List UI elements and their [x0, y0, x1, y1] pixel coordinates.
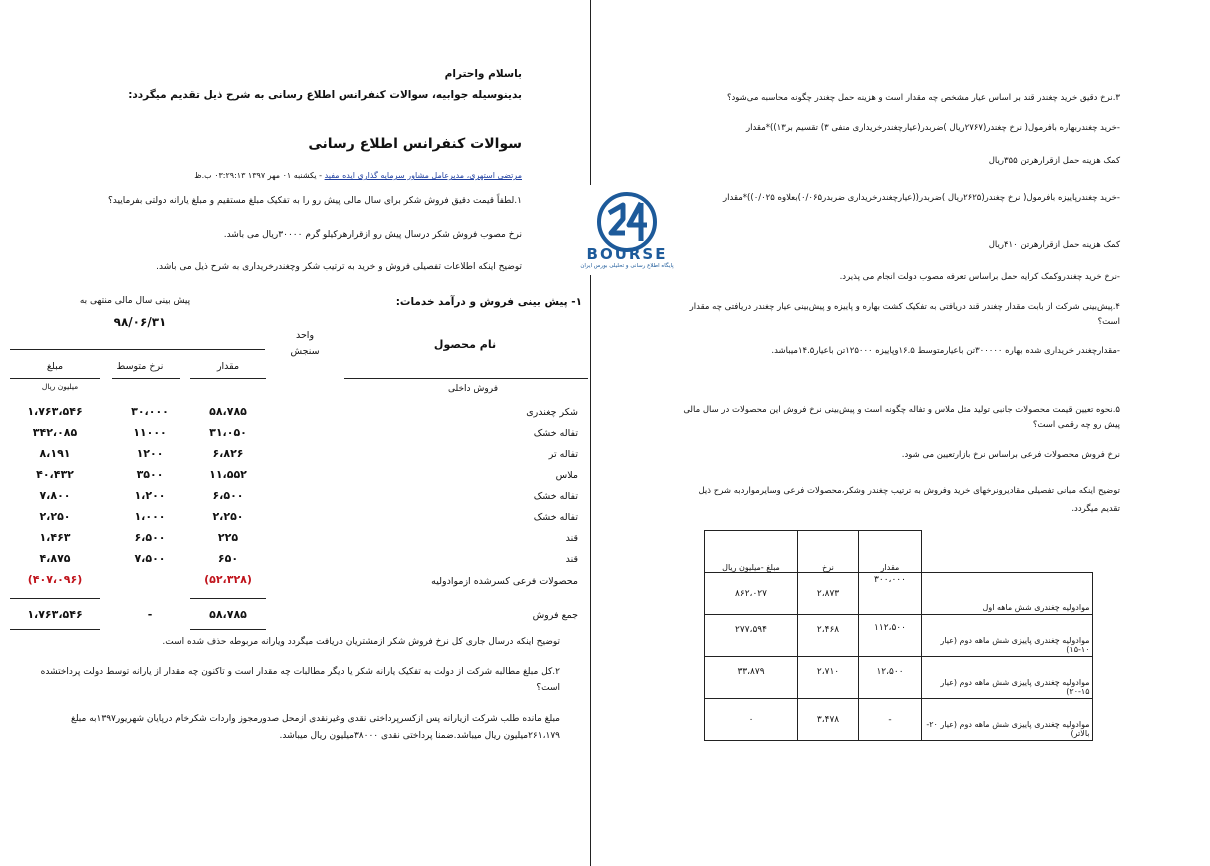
table-row-byproduct — [10, 573, 590, 597]
col-rate-header: نرخ متوسط — [116, 361, 164, 372]
row-rate: ۱،۲۰۰ — [134, 489, 166, 502]
table-row — [705, 657, 1093, 699]
row-rate: ۱۱۰۰۰ — [133, 426, 167, 439]
answer-1-note: توضیح اینکه اطلاعات تفصیلی فروش و خرید به ترتیب شکر وچغندرخریداری به شرح ذیل می باشد. — [156, 262, 522, 272]
answer-3-line-2: کمک هزینه حمل ازقرارهرتن ۳۵۵ریال — [988, 156, 1120, 166]
table-header-row — [705, 531, 1093, 573]
row-product-name: تفاله خشک — [533, 512, 578, 523]
row-amount: ۸،۱۹۱ — [39, 447, 71, 460]
tbl-amount: ۲۷۷،۵۹۴ — [705, 615, 798, 657]
row-amount: ۴،۸۷۵ — [39, 552, 71, 565]
row-rate: ۱،۰۰۰ — [134, 510, 166, 523]
row-rate: ۶،۵۰۰ — [134, 531, 166, 544]
row-rate: ۱۲۰۰ — [136, 447, 164, 460]
header-line-amount — [10, 378, 100, 379]
row-amount: ۱،۷۶۳،۵۴۶ — [27, 405, 83, 418]
row-qty: ۶،۸۲۶ — [212, 447, 244, 460]
table-row — [10, 468, 590, 489]
total-underline-qty — [190, 629, 266, 630]
logo-wordmark: BOURSE — [586, 245, 668, 263]
total-underline-amount — [10, 629, 100, 630]
answer-2: مبلغ مانده طلب شرکت ازیارانه پس ازکسرپرداختی نقدی وغیرنقدی ازمحل صدورمجوز واردات شکرخام درپایان شهریور۱۳۹۷به مبلغ ۲۶۱،۱۷۹میلیون ریال میباشد.ضمنا پرداختی نقدی ۳۸۰۰۰میلیون ریال میباشد. — [71, 714, 560, 741]
table-row — [10, 426, 590, 447]
answer-3-line-4: کمک هزینه حمل ازقرارهرتن ۴۱۰ریال — [988, 240, 1120, 250]
tbl-qty: - — [859, 699, 922, 741]
tbl-label: موادولیه چغندری پاییزی شش ماهه دوم (عیار ۲۰- بالاتر) — [922, 699, 1093, 741]
note-1: توضیح اینکه درسال جاری کل نرخ فروش شکر ازمشتریان دریافت میگردد ویارانه مربوطه حذف شده است. — [162, 637, 560, 647]
question-5: ۵.نحوه تعیین قیمت محصولات جانبی تولید مثل ملاس و تفاله چگونه است و پیش‌بینی نرخ فروش این محصولات در سال مالی پیش رو چه رقمی است؟ — [683, 405, 1120, 430]
answer-3-line-3: -خرید چغندرپاییزه بافرمول( نرخ چغندر(۲۶۲۵ریال )ضربدر((عیارچغندرخریداری ضربدر۰/۰۶۵)بعلاوه ۰/۰۲۵))*مقدار — [723, 193, 1120, 203]
answer-3-line-5: -نرخ خرید چغندروکمک کرایه حمل براساس تعرفه مصوب دولت انجام می پذیرد. — [839, 272, 1120, 282]
greeting: باسلام واحترام — [444, 68, 522, 80]
table-row — [10, 489, 590, 510]
table-row — [705, 573, 1093, 615]
answer-5-note: توضیح اینکه مبانی تفصیلی مقادیرونرخهای خرید وفروش به ترتیب چغندر وشکر،محصولات فرعی وسایرمواردبه شرح ذیل تقدیم میگردد. — [698, 486, 1120, 514]
total-label: جمع فروش — [532, 610, 578, 621]
tbl-rate: ۳،۴۷۸ — [798, 699, 859, 741]
page-title: سوالات کنفرانس اطلاع رسانی — [308, 136, 522, 152]
table-row — [10, 510, 590, 531]
tbl-qty: ۱۱۲،۵۰۰ — [859, 615, 922, 657]
row-amount: (۴۰۷،۰۹۶) — [27, 573, 83, 586]
col-qty-header: مقدار — [216, 361, 240, 372]
tbl-rate: ۲،۷۱۰ — [798, 657, 859, 699]
header-line-qty — [190, 378, 266, 379]
row-product-name: قند — [565, 554, 578, 565]
row-amount: ۳۴۲،۰۸۵ — [32, 426, 78, 439]
row-qty: ۲،۲۵۰ — [212, 510, 244, 523]
question-1: ۱.لطفاً قیمت دقیق فروش شکر برای سال مالی پیش رو را به تفکیک مبلغ مستقیم و مبلغ یارانه دولتی بفرمایید؟ — [108, 196, 522, 206]
header-line-rate — [112, 378, 180, 379]
row-product-name: تفاله خشک — [533, 491, 578, 502]
row-product-name: محصولات فرعی کسرشده ازموادولیه — [431, 576, 578, 587]
page-divider — [590, 0, 591, 866]
tbl-header-qty: مقدار — [859, 531, 922, 573]
intro-text: بدینوسیله جوابیه، سوالات کنفرانس اطلاع رسانی به شرح ذیل تقدیم میگردد: — [128, 89, 522, 101]
tbl-label: موادولیه چغندری پاییزی شش ماهه دوم (عیار ۱۰-۱۵) — [922, 615, 1093, 657]
tbl-label: موادولیه چغندری پاییزی شش ماهه دوم (عیار ۱۵-۲۰) — [922, 657, 1093, 699]
row-qty: ۶،۵۰۰ — [212, 489, 244, 502]
header-line-product — [344, 378, 588, 379]
row-rate: ۷،۵۰۰ — [134, 552, 166, 565]
tbl-amount: ۸۶۲،۰۲۷ — [705, 573, 798, 615]
author-link[interactable]: مرتضی استهری، مدیرعامل مشاور سرمایه گذاری ایده مفید — [324, 171, 522, 180]
row-product-name: تفاله تر — [548, 449, 578, 460]
table-row — [10, 447, 590, 468]
tbl-rate: ۲،۸۷۳ — [798, 573, 859, 615]
logo-caption: پایگاه اطلاع رسانی و تحلیلی بورس ایران — [580, 263, 674, 269]
amount-unit: میلیون ریال — [41, 382, 79, 391]
tbl-amount: ۰ — [705, 699, 798, 741]
forecast-label: پیش بینی سال مالی منتهی به — [79, 296, 191, 306]
question-2: ۲.کل مبلغ مطالبه شرکت از دولت به تفکیک یارانه شکر یا دیگر مطالبات چه مقدار است و تاکنون چه مقدار از یارانه توسط دولت پرداختشده است؟ — [40, 667, 560, 693]
tbl-amount: ۳۳،۸۷۹ — [705, 657, 798, 699]
answer-4: -مقدارچغندر خریداری شده بهاره ۳۰۰۰۰۰تن باعیارمتوسط ۱۶.۵وپاییزه ۱۲۵۰۰۰تن باعیار۱۴.۵میباشد. — [771, 346, 1120, 356]
bourse-logo — [575, 185, 680, 275]
row-amount: ۴۰،۴۳۲ — [36, 468, 74, 481]
total-row — [10, 608, 590, 628]
tbl-label: موادولیه چغندری شش ماهه اول — [922, 573, 1093, 615]
row-qty: (۵۲،۳۲۸) — [204, 573, 252, 586]
col-amount-header: مبلغ — [46, 361, 64, 372]
forecast-date: ۹۸/۰۶/۳۱ — [113, 315, 167, 329]
row-qty: ۶۵۰ — [217, 552, 239, 565]
table-row — [10, 405, 590, 426]
row-qty: ۲۲۵ — [217, 531, 239, 544]
sales-table — [10, 405, 590, 597]
col-product-header: نام محصول — [433, 338, 497, 351]
question-4: ۴.پیش‌بینی شرکت از بابت مقدار چغندر قند دریافتی به تفکیک کشت بهاره و پاییزه و پیش‌بینی عیار چغندر دریافتی چه مقدار است؟ — [689, 302, 1120, 327]
question-3: ۳.نرخ دقیق خرید چغندر قند بر اساس عیار مشخص چه مقدار است و هزینه حمل چغندر چگونه محاسبه می‌شود؟ — [726, 93, 1120, 103]
tbl-qty: ۱۲،۵۰۰ — [859, 657, 922, 699]
row-qty: ۵۸،۷۸۵ — [209, 405, 247, 418]
row-product-name: ملاس — [555, 470, 578, 481]
col-unit-header: واحد سنجش — [290, 330, 320, 357]
table-row — [10, 552, 590, 573]
answer-3-line-1: -خرید چغندربهاره بافرمول( نرخ چغندر(۲۷۶۷ریال )ضربدر(عیارچغندرخریداری منفی ۳) تقسیم بر۱۳))*مقدار — [746, 123, 1120, 133]
answer-1: نرخ مصوب فروش شکر درسال پیش رو ازقرارهرکیلو گرم ۳۰۰۰۰ریال می باشد. — [223, 230, 522, 240]
tbl-header-rate: نرخ — [798, 531, 859, 573]
header-line-top — [10, 349, 265, 350]
domestic-sales-label: فروش داخلی — [447, 384, 498, 394]
table-row — [705, 699, 1093, 741]
byline-date: - یکشنبه ۰۱ مهر ۱۳۹۷ ۰۳:۲۹:۱۳ ب.ظ — [194, 171, 325, 180]
row-amount: ۲،۲۵۰ — [39, 510, 71, 523]
row-amount: ۱،۴۶۳ — [39, 531, 71, 544]
purchase-table — [704, 530, 1093, 741]
row-qty: ۳۱،۰۵۰ — [209, 426, 247, 439]
tbl-qty: ۳۰۰،۰۰۰ — [859, 573, 922, 615]
table-row — [705, 615, 1093, 657]
answer-5: نرخ فروش محصولات فرعی براساس نرخ بازارتعیین می شود. — [901, 450, 1120, 460]
row-rate: ۳۵۰۰ — [136, 468, 164, 481]
total-line-qty — [190, 598, 266, 599]
section-title: ۱- پیش بینی فروش و درآمد خدمات: — [395, 296, 582, 308]
row-product-name: قند — [565, 533, 578, 544]
byline — [2, 171, 522, 180]
total-line-amount — [10, 598, 100, 599]
row-product-name: تفاله خشک — [533, 428, 578, 439]
row-product-name: شکر چغندری — [526, 407, 578, 418]
row-rate: ۳۰،۰۰۰ — [131, 405, 169, 418]
total-amount: ۱،۷۶۳،۵۴۶ — [27, 608, 83, 621]
tbl-header-amount: مبلغ -میلیون ریال — [705, 531, 798, 573]
row-amount: ۷،۸۰۰ — [39, 489, 71, 502]
tbl-rate: ۲،۴۶۸ — [798, 615, 859, 657]
total-qty: ۵۸،۷۸۵ — [209, 608, 247, 621]
total-rate: - — [147, 608, 153, 621]
tbl-header-label — [922, 531, 1093, 573]
row-qty: ۱۱،۵۵۲ — [209, 468, 247, 481]
table-row — [10, 531, 590, 552]
